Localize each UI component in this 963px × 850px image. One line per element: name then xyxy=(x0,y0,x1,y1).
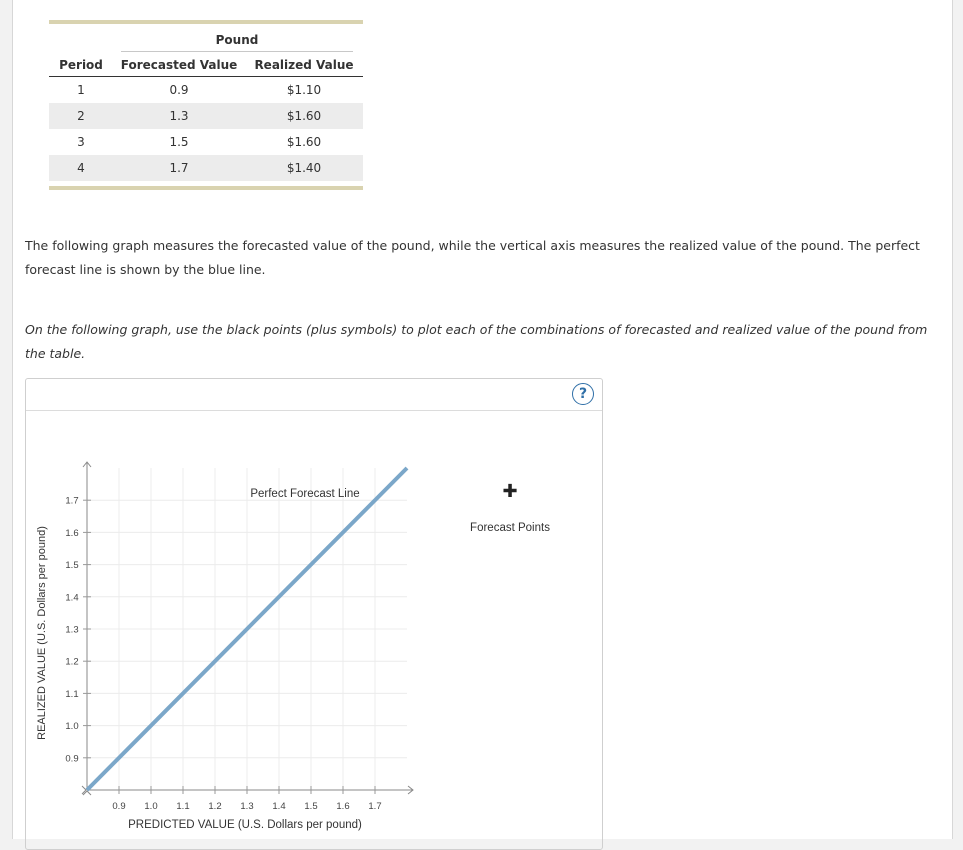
cell-period: 1 xyxy=(77,83,85,97)
x-tick-label: 1.1 xyxy=(176,801,190,812)
cell-realized: $1.10 xyxy=(286,83,322,97)
x-tick-label: 1.0 xyxy=(144,801,158,812)
cell-forecast: 1.3 xyxy=(169,109,189,123)
cell-realized: $1.60 xyxy=(286,109,322,123)
y-tick-label: 1.3 xyxy=(65,624,79,636)
column-header-forecast: Forecasted Value xyxy=(120,58,238,72)
x-tick-label: 1.7 xyxy=(368,801,382,812)
forecast-points-label: Forecast Points xyxy=(470,522,550,534)
x-tick-label: 1.5 xyxy=(304,801,318,812)
y-tick-label: 1.6 xyxy=(65,527,79,539)
cell-period: 4 xyxy=(77,161,85,175)
cell-realized: $1.60 xyxy=(286,135,322,149)
x-tick-label: 1.6 xyxy=(336,801,350,812)
column-header-period: Period xyxy=(59,58,103,72)
y-tick-label: 1.0 xyxy=(65,721,79,733)
y-tick-label: 1.1 xyxy=(65,688,79,700)
x-axis-label: PREDICTED VALUE (U.S. Dollars per pound) xyxy=(128,819,362,831)
cell-forecast: 1.7 xyxy=(169,161,189,175)
y-tick-label: 1.2 xyxy=(65,656,79,668)
x-tick-label: 1.3 xyxy=(240,801,254,812)
cell-period: 3 xyxy=(77,135,85,149)
help-button[interactable]: ? xyxy=(572,383,594,405)
y-tick-label: 0.9 xyxy=(65,753,79,765)
question-page xyxy=(12,0,953,839)
cell-realized: $1.40 xyxy=(286,161,322,175)
cell-period: 2 xyxy=(77,109,85,123)
y-tick-label: 1.5 xyxy=(65,560,79,572)
x-tick-label: 1.2 xyxy=(208,801,222,812)
column-header-realized: Realized Value xyxy=(254,58,354,72)
table-group-header: Pound xyxy=(121,33,353,52)
x-tick-label: 0.9 xyxy=(112,801,126,812)
perfect-forecast-line-label: Perfect Forecast Line xyxy=(250,488,360,500)
cell-forecast: 1.5 xyxy=(169,135,189,149)
forecast-points-tool[interactable]: ✚ xyxy=(502,481,518,502)
cell-forecast: 0.9 xyxy=(169,83,189,97)
x-tick-label: 1.4 xyxy=(272,801,286,812)
graph-description: The following graph measures the forecasted value of the pound, while the vertical axis measures the realized value of the pound. The perfect forecast line is shown by the blue line. xyxy=(25,238,920,277)
y-axis-label: REALIZED VALUE (U.S. Dollars per pound) xyxy=(36,526,48,740)
y-tick-label: 1.7 xyxy=(65,495,79,507)
y-tick-label: 1.4 xyxy=(65,592,79,604)
plot-instruction: On the following graph, use the black points (plus symbols) to plot each of the combinations of forecasted and realized value of the pound from the table. xyxy=(25,322,928,361)
graph-svg[interactable] xyxy=(13,0,952,839)
